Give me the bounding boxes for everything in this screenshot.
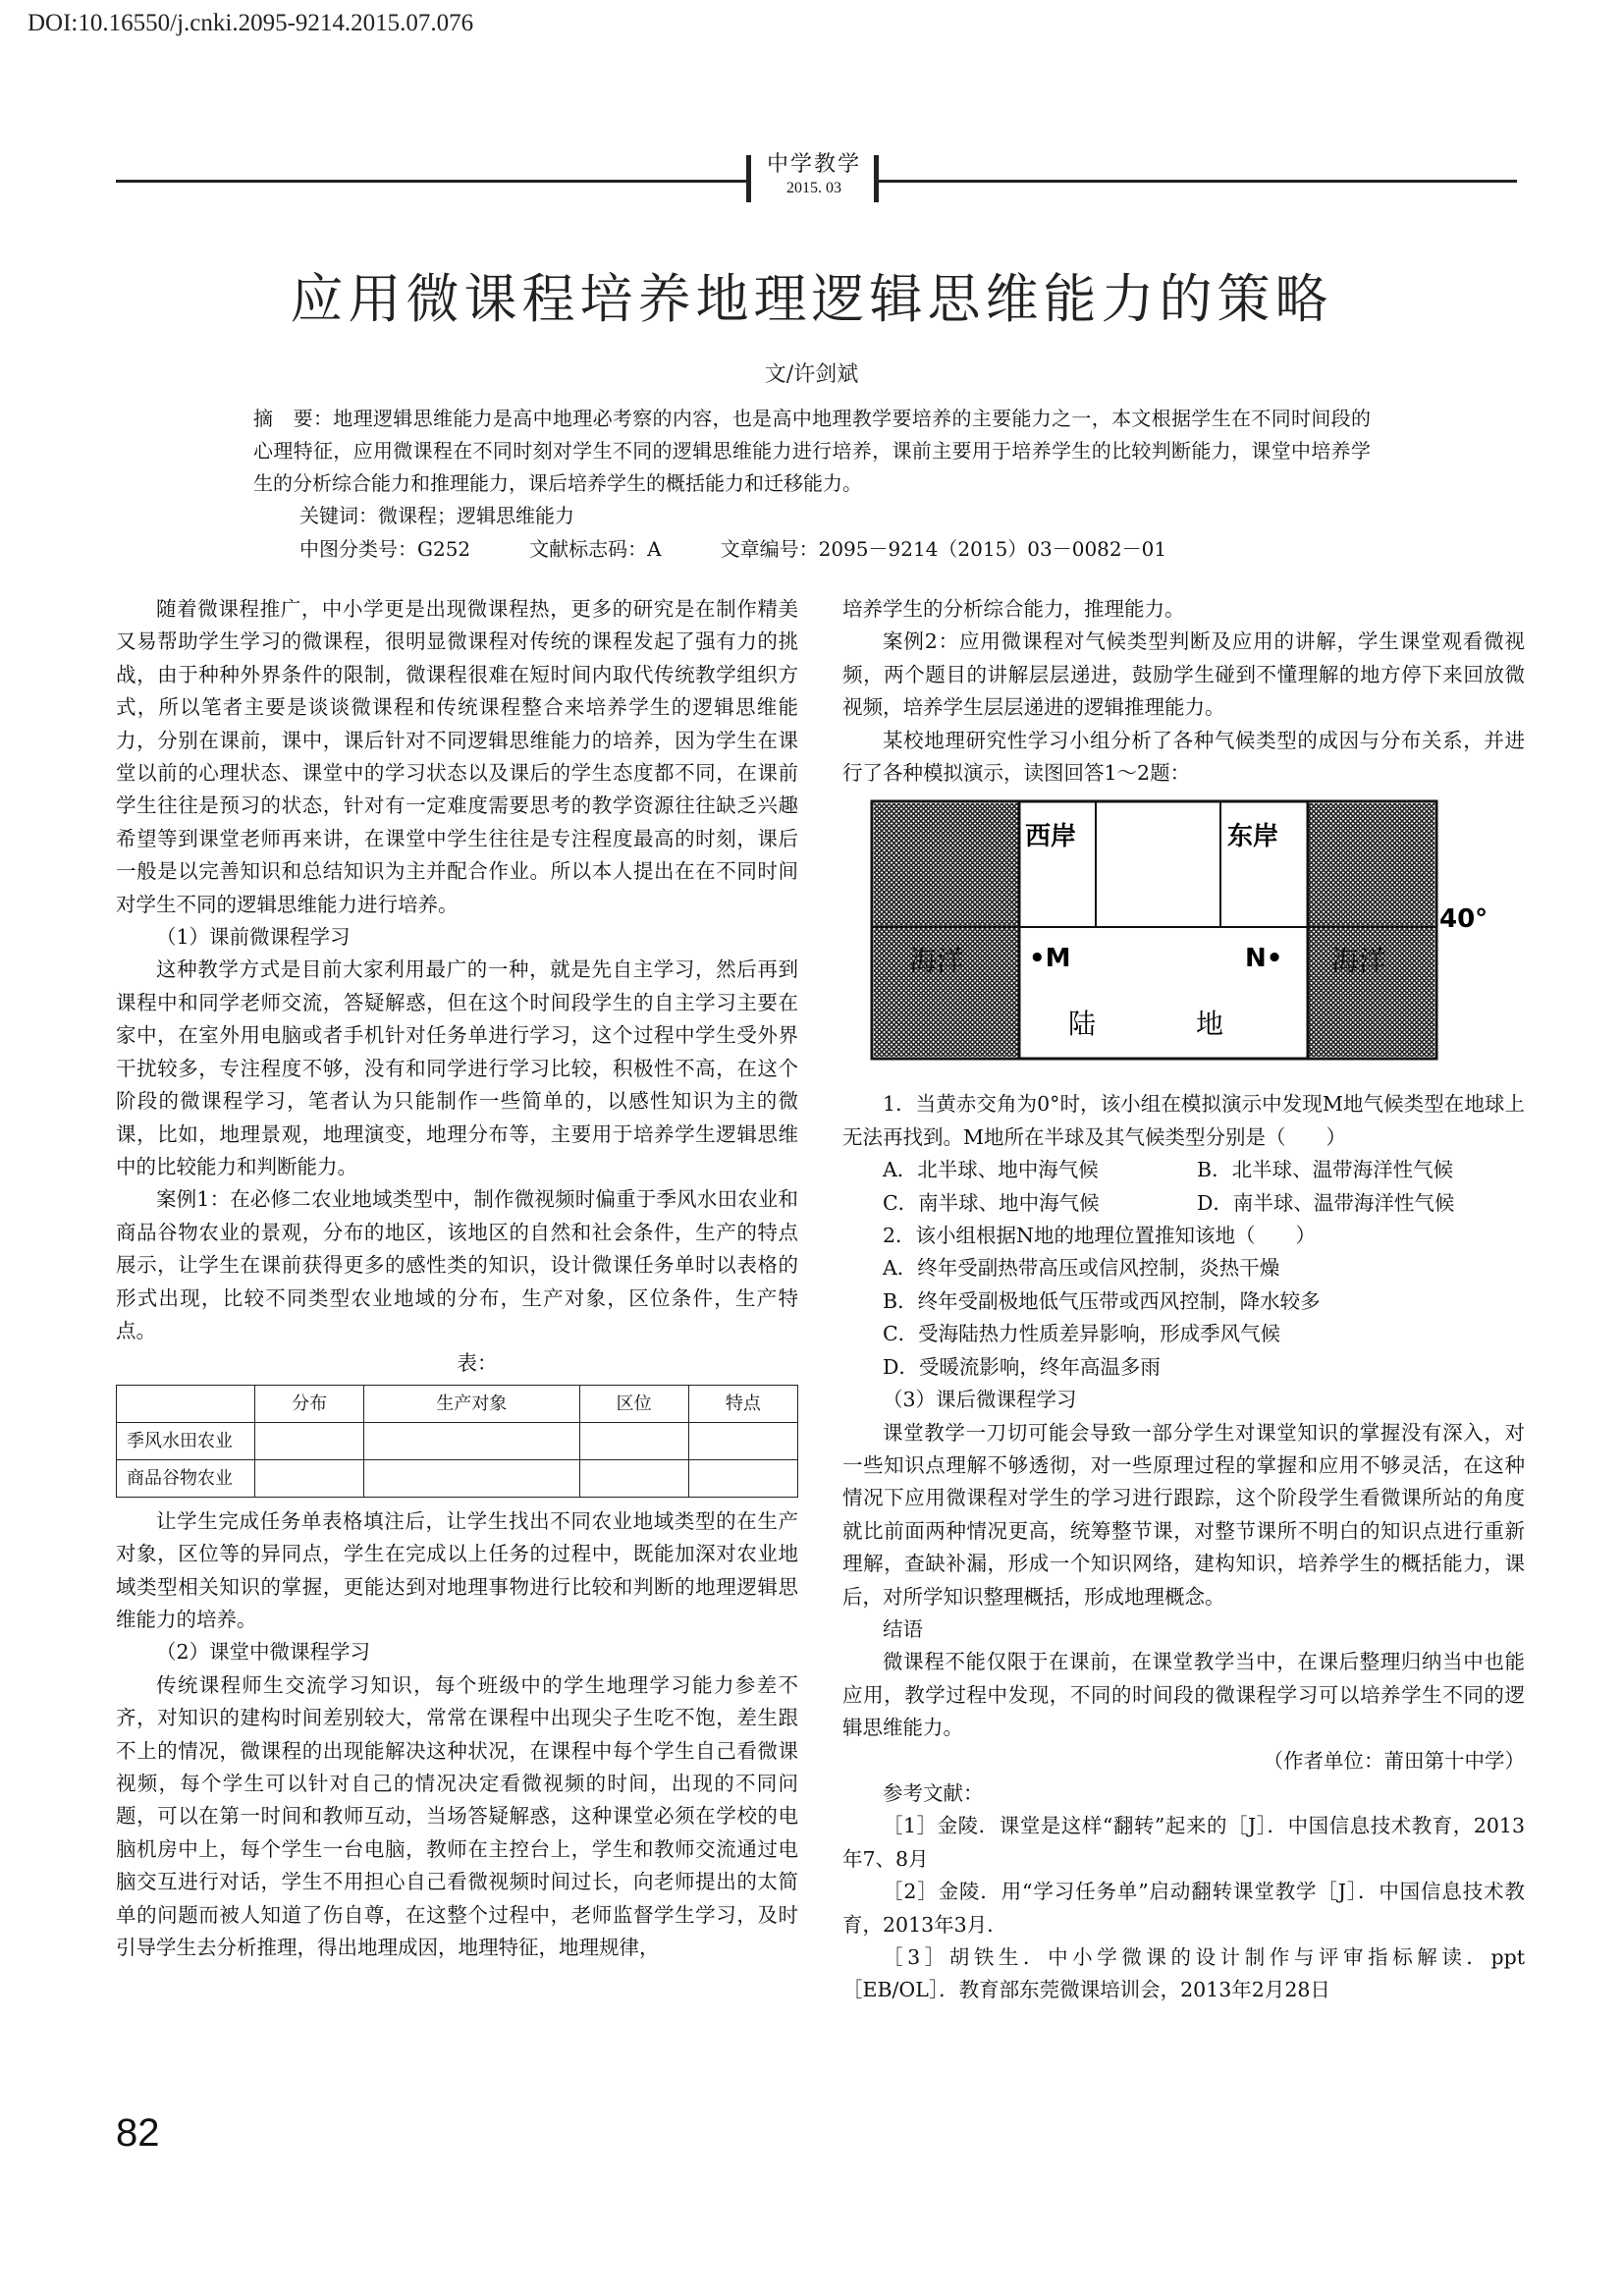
abstract: 摘 要：地理逻辑思维能力是高中地理必考察的内容，也是高中地理教学要培养的主要能力之一，本文根据学生在不同时间段的心理特征，应用微课程在不同时刻对学生不同的逻辑思维能力进行培养，课前主要用于培养学生的比较判断能力，课堂中培养学生的分析综合能力和推理能力，课后培养学生的概括能力和迁移能力。 <box>253 407 1371 495</box>
ocean-left-label: 海洋 <box>909 945 965 978</box>
land-label-1: 陆 <box>1068 1008 1097 1041</box>
west-coast-label: 西岸 <box>1025 822 1077 852</box>
keywords: 关键词：微课程；逻辑思维能力 <box>299 504 574 527</box>
table-cell <box>688 1459 797 1497</box>
section-heading-2: （2）课堂中微课程学习 <box>156 1640 371 1665</box>
question-2-option-c: C．受海陆热力性质差异影响，形成季风气候 <box>883 1322 1281 1346</box>
reference-item: ［3］胡铁生．中小学微课的设计制作与评审指标解读．ppt［EB/OL］．教育部东莞微课培训会，2013年2月28日 <box>842 1945 1525 2002</box>
table-cell <box>255 1459 364 1497</box>
question-1: 1．当黄赤交角为0°时，该小组在模拟演示中发现M地气候类型在地球上无法再找到。M地所在半球及其气候类型分别是（ ） <box>842 1092 1525 1149</box>
table-header-cell: 区位 <box>579 1385 688 1422</box>
header-bar-left <box>746 155 751 202</box>
doi-line: DOI:10.16550/j.cnki.2095-9214.2015.07.076 <box>27 10 474 36</box>
ocean-right-label: 海洋 <box>1331 945 1387 978</box>
reference-item: ［2］金陵．用“学习任务单”启动翻转课堂教学［J］．中国信息技术教育，2013年3月． <box>842 1880 1525 1937</box>
agriculture-table <box>116 1385 798 1498</box>
climate-map-figure <box>872 801 1488 1066</box>
author-affiliation: （作者单位：莆田第十中学） <box>1263 1748 1525 1773</box>
point-n-label: N• <box>1245 944 1283 974</box>
section-heading-3: （3）课后微课程学习 <box>883 1388 1077 1412</box>
table-cell <box>255 1422 364 1459</box>
conclusion-heading: 结语 <box>883 1616 923 1641</box>
header-rule-right <box>879 180 1517 183</box>
section-3-paragraph: 课堂教学一刀切可能会导致一部分学生对课堂知识的掌握没有深入，对一些知识点理解不够透彻，对一些原理过程的掌握和应用不够灵活，在这种情况下应用微课程对学生的学习进行跟踪，这个阶段学生看微课所站的角度就比前面两种情况更高，统筹整节课，对整节课所不明白的知识点进行重新理解，查缺补漏，形成一个知识网络，建构知识，培养学生的概括能力，课后，对所学知识整理概括，形成地理概念。 <box>842 1420 1525 1609</box>
table-header-cell: 分布 <box>255 1385 364 1422</box>
table-header-cell <box>117 1385 255 1422</box>
left-column <box>116 593 798 1964</box>
question-1-option-c: C．南半球、地中海气候 <box>883 1190 1100 1215</box>
reference-item: ［1］金陵．课堂是这样“翻转”起来的［J］．中国信息技术教育，2013年7、8月 <box>842 1814 1525 1871</box>
article-author: 文/许剑斌 <box>764 362 859 387</box>
question-1-option-a: A．北半球、地中海气候 <box>883 1158 1099 1182</box>
journal-header <box>756 147 872 197</box>
question-2-option-d: D．受暖流影响，终年高温多雨 <box>883 1354 1161 1379</box>
classification-line: 中图分类号：G252 文献标志码：A 文章编号：2095－9214（2015）03－0082－01 <box>299 537 1167 561</box>
table-cell <box>364 1422 579 1459</box>
question-1-options-row-2 <box>842 1187 1525 1220</box>
table-cell <box>579 1422 688 1459</box>
journal-name: 中学教学 <box>766 152 861 177</box>
table-row <box>117 1459 798 1497</box>
point-m-label: •M <box>1029 944 1071 974</box>
table-cell <box>579 1459 688 1497</box>
section-1-paragraph: 这种教学方式是目前大家利用最广的一种，就是先自主学习，然后再到课程中和同学老师交流，答疑解惑，但在这个时间段学生的自主学习主要在家中，在室外用电脑或者手机针对任务单进行学习，这个过程中学生受外界干扰较多，专注程度不够，没有和同学进行学习比较，积极性不高，在这个阶段的微课程学习，笔者认为只能制作一些简单的，以感性知识为主的微课，比如，地理景观，地理演变，地理分布等，主要用于培养学生逻辑思维中的比较能力和判断能力。 <box>116 957 798 1178</box>
references-heading: 参考文献： <box>883 1780 984 1805</box>
page-number: 82 <box>116 2111 160 2155</box>
question-1-option-b: B．北半球、温带海洋性气候 <box>1197 1158 1454 1182</box>
table-cell <box>364 1459 579 1497</box>
table-row <box>117 1422 798 1459</box>
latitude-label: 40° <box>1439 904 1488 935</box>
continued-paragraph: 培养学生的分析综合能力，推理能力。 <box>842 597 1185 621</box>
article-title: 应用微课程培养地理逻辑思维能力的策略 <box>290 268 1333 330</box>
journal-issue: 2015. 03 <box>786 180 841 196</box>
header-bar-right <box>874 155 879 202</box>
ocean-left-area <box>874 803 1019 1057</box>
right-column <box>842 593 1525 2007</box>
question-1-options-row-1 <box>842 1154 1525 1186</box>
case-2-paragraph: 案例2：应用微课程对气候类型判断及应用的讲解，学生课堂观看微视频，两个题目的讲解层层递进，鼓励学生碰到不懂理解的地方停下来回放微视频，培养学生层层递进的逻辑推理能力。 <box>842 629 1525 720</box>
ocean-right-area <box>1308 803 1434 1057</box>
header-rule-left <box>116 180 746 183</box>
east-coast-label: 东岸 <box>1227 822 1279 852</box>
section-2-paragraph: 传统课程师生交流学习知识，每个班级中的学生地理学习能力参差不齐，对知识的建构时间差别较大，常常在课程中出现尖子生吃不饱，差生跟不上的情况，微课程的出现能解决这种状况，在课程中每个学生自己看微课视频，每个学生可以针对自己的情况决定看微视频的时间，出现的不同问题，可以在第一时间和教师互动，当场答疑解惑，这种课堂必须在学校的电脑机房中上，每个学生一台电脑，教师在主控台上，学生和教师交流通过电脑交互进行对话，学生不用担心自己看微视频时间过长，向老师提出的太简单的问题而被人知道了伤自尊，在这整个过程中，老师监督学生学习，及时引导学生去分析推理，得出地理成因，地理特征，地理规律， <box>116 1672 798 1960</box>
question-1-option-d: D．南半球、温带海洋性气候 <box>1197 1190 1455 1215</box>
table-header-cell: 生产对象 <box>364 1385 579 1422</box>
land-label-2: 地 <box>1196 1008 1224 1041</box>
climate-map <box>872 801 1488 1066</box>
section-heading-1: （1）课前微课程学习 <box>156 925 351 950</box>
question-2-option-b: B．终年受副极地低气压带或西风控制，降水较多 <box>883 1288 1321 1313</box>
table-header-cell: 特点 <box>688 1385 797 1422</box>
table-cell <box>688 1422 797 1459</box>
table-row-header: 商品谷物农业 <box>117 1459 255 1497</box>
question-2-option-a: A．终年受副热带高压或信风控制，炎热干燥 <box>883 1256 1280 1281</box>
conclusion-paragraph: 微课程不能仅限于在课前，在课堂教学当中，在课后整理归纳当中也能应用，教学过程中发现，不同的时间段的微课程学习可以培养学生不同的逻辑思维能力。 <box>842 1650 1525 1740</box>
case-1-paragraph: 案例1：在必修二农业地域类型中，制作微视频时偏重于季风水田农业和商品谷物农业的景观，分布的地区，该地区的自然和社会条件，生产的特点展示，让学生在课前获得更多的感性类的知识，设计微课任务单时以表格的形式出现，比较不同类型农业地域的分布，生产对象，区位条件，生产特点。 <box>116 1187 798 1342</box>
table-header-row <box>117 1385 798 1422</box>
question-intro-paragraph: 某校地理研究性学习小组分析了各种气候类型的成因与分布关系，并进行了各种模拟演示，读图回答1～2题： <box>842 728 1525 786</box>
table-row-header: 季风水田农业 <box>117 1422 255 1459</box>
intro-paragraph: 随着微课程推广，中小学更是出现微课程热，更多的研究是在制作精美又易帮助学生学习的微课程，很明显微课程对传统的课程发起了强有力的挑战，由于种种外界条件的限制，微课程很难在短时间内取代传统教学组织方式，所以笔者主要是谈谈微课程和传统课程整合来培养学生的逻辑思维能力，分别在课前，课中，课后针对不同逻辑思维能力的培养，因为学生在课堂以前的心理状态、课堂中的学习状态以及课后的学生态度都不同，在课前学生往往是预习的状态，针对有一定难度需要思考的教学资源往往缺乏兴趣希望等到课堂老师再来讲，在课堂中学生往往是专注程度最高的时刻，课后一般是以完善知识和总结知识为主并配合作业。所以本人提出在在不同时间对学生不同的逻辑思维能力进行培养。 <box>116 597 798 916</box>
table-followup-paragraph: 让学生完成任务单表格填注后，让学生找出不同农业地域类型的在生产对象，区位等的异同点，学生在完成以上任务的过程中，既能加深对农业地域类型相关知识的掌握，更能达到对地理事物进行比较和判断的地理逻辑思维能力的培养。 <box>116 1508 798 1631</box>
question-2: 2．该小组根据N地的地理位置推知该地（ ） <box>883 1224 1316 1248</box>
table-caption: 表： <box>457 1351 498 1376</box>
